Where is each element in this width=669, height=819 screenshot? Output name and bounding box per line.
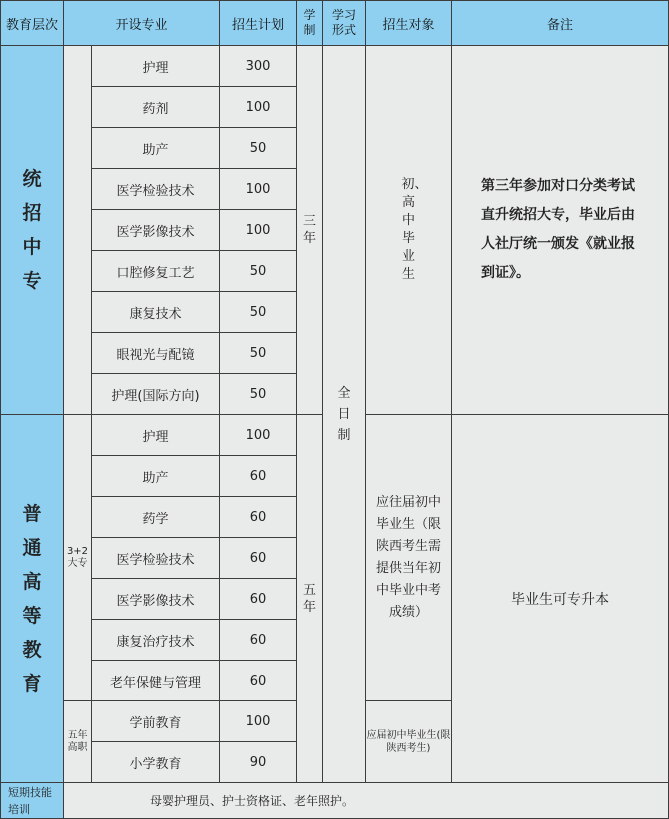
header-duration: [296, 0, 323, 46]
target-cell-5year: [365, 700, 452, 783]
subtype-cell-5year: [63, 700, 92, 783]
plan-cell: [219, 414, 297, 456]
major-cell: [91, 537, 220, 579]
plan-value: 50: [249, 345, 267, 361]
major-cell: [91, 373, 220, 415]
plan-cell: [219, 578, 297, 620]
subtype-cell-3plus2: [63, 414, 92, 701]
duration-three-text: 三年: [302, 214, 316, 246]
level-secondary-text: 统招中专: [22, 168, 42, 292]
major-cell: [91, 250, 220, 292]
major-name: 康复技术: [129, 306, 182, 322]
header-target: [365, 0, 452, 46]
header-major-text: 开设专业: [115, 17, 168, 33]
plan-value: 100: [245, 181, 271, 197]
header-level: [0, 0, 64, 46]
footer-label-cell: [0, 782, 64, 819]
target-5year-text: 应届初中毕业生(限陕西考生): [366, 729, 451, 754]
major-cell: [91, 741, 220, 783]
major-name: 护理: [142, 60, 169, 76]
plan-value: 60: [249, 591, 267, 607]
plan-cell: [219, 127, 297, 169]
target-secondary-text: 初、高中毕业生: [401, 177, 428, 282]
plan-cell: [219, 700, 297, 742]
duration-cell-five: [296, 414, 323, 783]
plan-cell: [219, 209, 297, 251]
major-cell: [91, 127, 220, 169]
major-name: 护理: [142, 429, 169, 445]
subtype-5year-text: 五年高职: [67, 729, 88, 753]
plan-value: 50: [249, 386, 267, 402]
plan-cell: [219, 332, 297, 374]
study-mode-text: 全日制: [337, 385, 351, 443]
major-name: 口腔修复工艺: [116, 265, 195, 281]
remark-secondary-text: 第三年参加对口分类考试直升统招大专，毕业后由人社厅统一颁发《就业报到证》。: [481, 178, 635, 281]
major-name: 助产: [142, 470, 169, 486]
target-cell-3plus2: [365, 414, 452, 701]
header-duration-text: 学制: [303, 8, 316, 37]
subtype-cell-empty: [63, 45, 92, 415]
plan-value: 60: [249, 632, 267, 648]
major-name: 药学: [142, 511, 169, 527]
plan-cell: [219, 496, 297, 538]
plan-cell: [219, 373, 297, 415]
major-cell: [91, 86, 220, 128]
header-study-mode-text: 学习形式: [331, 8, 356, 37]
major-cell: [91, 619, 220, 661]
major-cell: [91, 496, 220, 538]
major-name: 医学影像技术: [116, 224, 195, 240]
major-name: 学前教育: [129, 715, 182, 731]
major-cell: [91, 455, 220, 497]
plan-cell: [219, 45, 297, 87]
plan-value: 100: [245, 427, 271, 443]
major-cell: [91, 45, 220, 87]
major-cell: [91, 700, 220, 742]
major-cell: [91, 660, 220, 702]
plan-cell: [219, 291, 297, 333]
major-name: 医学检验技术: [116, 552, 195, 568]
duration-cell-three: [296, 45, 323, 415]
major-name: 眼视光与配镜: [116, 347, 195, 363]
major-name: 药剂: [142, 101, 169, 117]
duration-five-text: 五年: [302, 582, 316, 615]
footer-text-cell: [63, 782, 669, 819]
plan-value: 50: [249, 263, 267, 279]
level-cell-secondary: [0, 45, 64, 415]
plan-cell: [219, 619, 297, 661]
major-cell: [91, 332, 220, 374]
header-study-mode: [322, 0, 366, 46]
major-name: 医学检验技术: [116, 183, 195, 199]
major-cell: [91, 578, 220, 620]
major-cell: [91, 209, 220, 251]
plan-value: 100: [245, 99, 271, 115]
plan-value: 90: [249, 754, 267, 770]
major-cell: [91, 168, 220, 210]
subtype-3plus2-text: 3+2大专: [66, 545, 89, 569]
level-cell-higher: [0, 414, 64, 783]
plan-value: 100: [245, 713, 271, 729]
header-plan-text: 招生计划: [231, 17, 284, 33]
plan-value: 60: [249, 550, 267, 566]
plan-cell: [219, 455, 297, 497]
target-3plus2-text: 应往届初中毕业生（限陕西考生需提供当年初中毕业中考成绩）: [375, 494, 441, 620]
remark-cell-secondary: [451, 45, 669, 415]
plan-value: 60: [249, 673, 267, 689]
plan-value: 50: [249, 304, 267, 320]
plan-cell: [219, 537, 297, 579]
plan-cell: [219, 168, 297, 210]
plan-value: 300: [245, 58, 271, 74]
plan-value: 100: [245, 222, 271, 238]
level-higher-text: 普通高等教育: [22, 502, 42, 695]
footer-label-text: 短期技能培训: [8, 785, 52, 816]
major-cell: [91, 291, 220, 333]
plan-value: 60: [249, 509, 267, 525]
study-mode-cell: [322, 45, 366, 783]
header-level-text: 教育层次: [5, 17, 58, 33]
major-cell: [91, 414, 220, 456]
header-remark-text: 备注: [546, 17, 573, 33]
major-name: 小学教育: [129, 756, 182, 772]
major-name: 老年保健与管理: [109, 675, 201, 691]
remark-higher-text: 毕业生可专升本: [511, 591, 609, 608]
plan-cell: [219, 741, 297, 783]
major-name: 医学影像技术: [116, 593, 195, 609]
footer-text: 母婴护理员、护士资格证、老年照护。: [150, 794, 355, 808]
plan-cell: [219, 86, 297, 128]
major-name: 康复治疗技术: [116, 634, 195, 650]
remark-cell-higher: [451, 414, 669, 783]
plan-value: 50: [249, 140, 267, 156]
major-name: 护理(国际方向): [111, 388, 200, 404]
target-cell-secondary: [365, 45, 452, 415]
plan-value: 60: [249, 468, 267, 484]
plan-cell: [219, 250, 297, 292]
header-plan: [219, 0, 297, 46]
header-target-text: 招生对象: [382, 17, 435, 33]
header-major: [63, 0, 220, 46]
header-remark: [451, 0, 669, 46]
major-name: 助产: [142, 142, 169, 158]
plan-cell: [219, 660, 297, 702]
